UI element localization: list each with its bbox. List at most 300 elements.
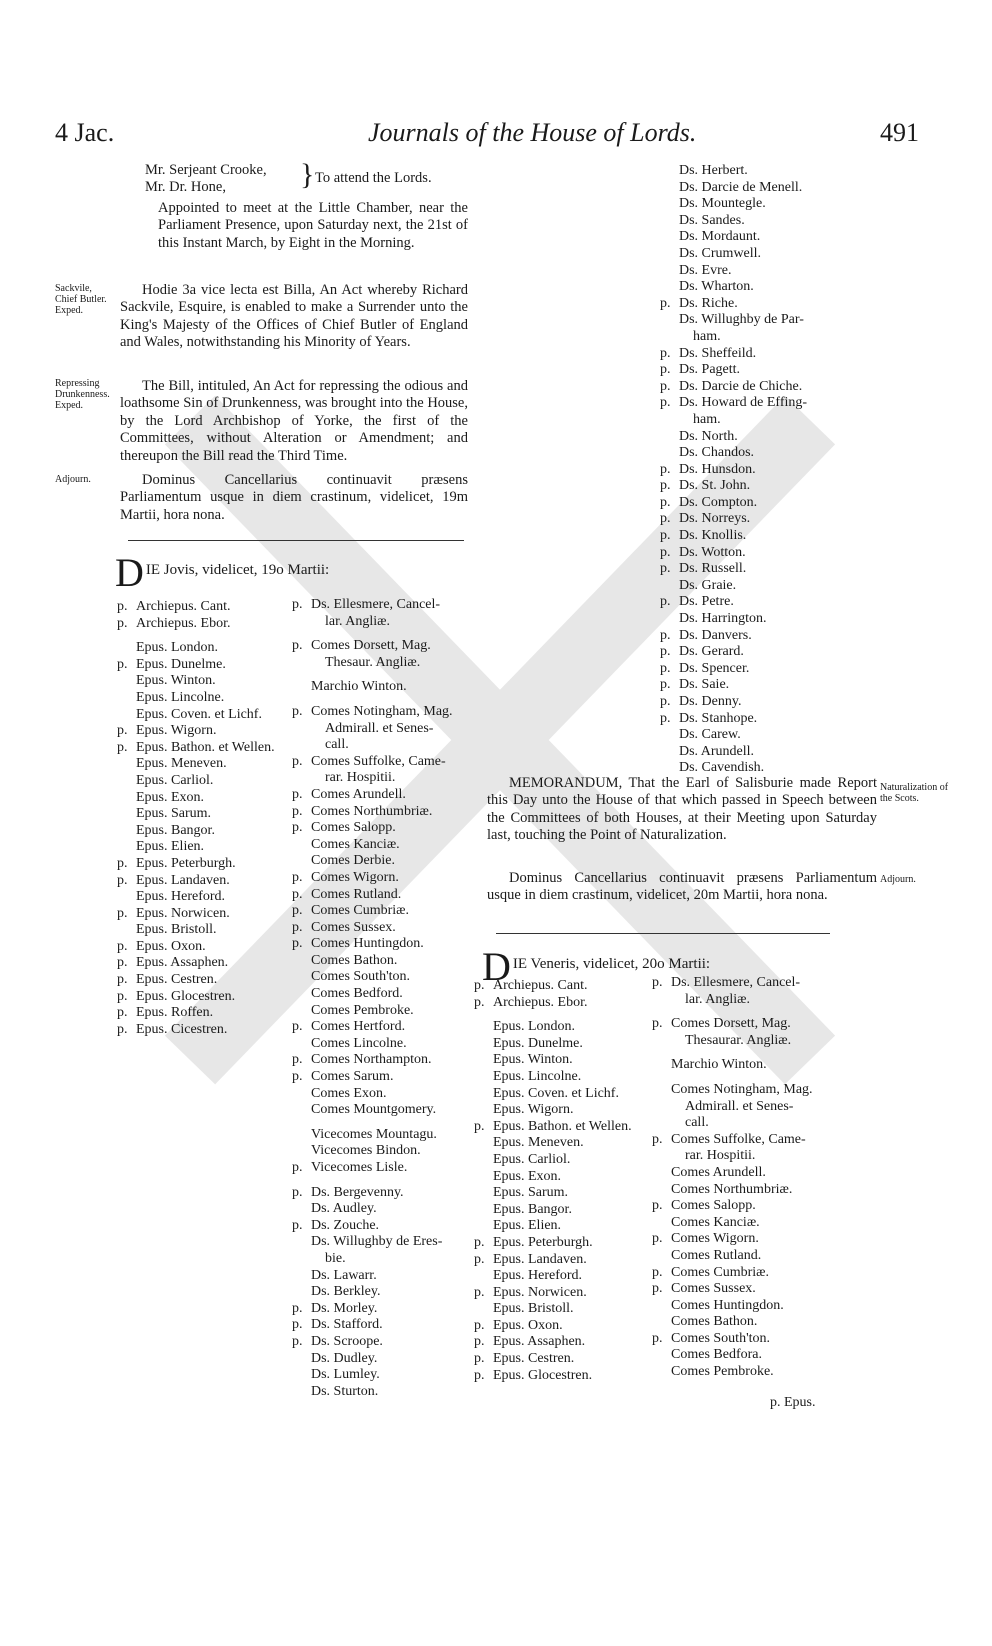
peer-name: Comes Pembroke. — [311, 1002, 414, 1018]
peer-name: Epus. Winton. — [493, 1052, 573, 1068]
peer-name: Comes Rutland. — [311, 886, 402, 902]
peer-name: Comes Wigorn. — [311, 869, 399, 885]
attendance-entry — [117, 906, 275, 923]
attendance-entry — [292, 1069, 453, 1086]
attendance-entry — [652, 1231, 813, 1248]
peer-name: Epus. Carliol. — [493, 1151, 571, 1167]
peer-name: Ds. Willughby de Eres- — [311, 1234, 443, 1250]
peer-name: Ds. Stafford. — [311, 1317, 383, 1333]
peer-name: Vicecomes Mountagu. — [311, 1126, 437, 1142]
peer-name: Comes Suffolke, Came- — [671, 1131, 806, 1147]
peer-name: Epus. Landaven. — [493, 1251, 587, 1267]
attendance-entry — [292, 1036, 453, 1053]
peer-name: Vicecomes Lisle. — [311, 1160, 408, 1175]
section-rule-1 — [128, 540, 464, 541]
attendance-entry — [660, 263, 807, 280]
attendance-entry — [660, 711, 807, 728]
peer-name: Epus. Lincolne. — [136, 689, 225, 705]
attendance-entry — [660, 412, 807, 429]
peer-name: Epus. Bristoll. — [493, 1301, 574, 1317]
peer-name: Epus. Cestren. — [136, 972, 218, 988]
attendance-entry — [660, 744, 807, 761]
presence-mark: p. — [292, 1300, 303, 1316]
attendance-entry — [474, 1135, 632, 1152]
attendance-entry — [652, 1331, 813, 1348]
attendance-entry — [660, 495, 807, 512]
attendance-entry — [292, 671, 453, 679]
attendance-entry — [474, 1052, 632, 1069]
peer-name: Comes Arundell. — [671, 1164, 766, 1180]
peer-name: Epus. London. — [136, 640, 219, 656]
margin-adjourn-1: Adjourn. — [55, 474, 91, 485]
attendance-entry — [474, 1252, 632, 1269]
attendance-entry — [292, 1234, 453, 1251]
attendance-entry — [292, 953, 453, 970]
attendance-entry — [660, 694, 807, 711]
peer-name: Comes Mountgomery. — [311, 1102, 437, 1118]
peer-name: Marchio Winton. — [311, 679, 407, 695]
attendance-entry — [652, 1115, 813, 1132]
attendance-entry — [292, 1351, 453, 1368]
attendance-entry — [660, 395, 807, 412]
attendance-entry — [117, 839, 275, 856]
attendance-entry — [292, 638, 453, 655]
attendance-entry — [474, 1351, 632, 1368]
attendance-entry — [292, 853, 453, 870]
attendance-entry — [292, 804, 453, 821]
peer-name: Epus. Bangor. — [136, 822, 215, 838]
attendance-entry — [117, 723, 275, 740]
drop-cap-1: D — [115, 550, 144, 595]
attendance-entry — [474, 1069, 632, 1086]
margin-naturalization: Naturalization of the Scots. — [880, 782, 949, 804]
presence-mark: p. — [660, 694, 671, 709]
peer-name: Comes Salopp. — [671, 1198, 756, 1214]
presence-mark: p. — [292, 886, 303, 902]
attendance-entry — [292, 1143, 453, 1160]
peer-name: Comes Northumbriæ. — [671, 1181, 793, 1197]
peer-name: Epus. Cicestren. — [136, 1021, 228, 1037]
peer-name: Epus. Wigorn. — [493, 1102, 574, 1118]
attendance-entry — [660, 180, 807, 197]
attendance-entry — [292, 787, 453, 804]
peer-name: Epus. Glocestren. — [136, 988, 236, 1004]
peer-name: Ds. Gerard. — [679, 644, 744, 660]
attendance-entry — [660, 727, 807, 744]
peer-name: Ds. Sturton. — [311, 1383, 379, 1399]
peer-name: Epus. Cestren. — [493, 1351, 575, 1367]
attendance-entry — [652, 975, 813, 992]
attendance-entry — [652, 1033, 813, 1050]
attendance-entry — [117, 640, 275, 657]
peer-name: Epus. Assaphen. — [136, 955, 229, 971]
presence-mark: p. — [292, 753, 303, 769]
attendance-entry — [474, 1185, 632, 1202]
attendance-entry — [652, 1364, 813, 1381]
attendance-entry — [474, 1011, 632, 1019]
peer-name: Ds. Crumwell. — [679, 245, 762, 261]
attendance-entry — [660, 528, 807, 545]
attendance-entry — [652, 1314, 813, 1331]
peer-name: Ds. Petre. — [679, 594, 734, 610]
peer-name: bie. — [311, 1250, 346, 1266]
attendance-entry — [292, 1367, 453, 1384]
presence-mark: p. — [117, 656, 128, 672]
attendance-entry — [660, 511, 807, 528]
presence-mark: p. — [474, 1251, 485, 1267]
presence-mark: p. — [117, 599, 128, 614]
attendance-entry — [474, 1235, 632, 1252]
peer-name: Comes Kanciæ. — [311, 836, 400, 852]
peer-name: Epus. Meneven. — [493, 1135, 584, 1151]
peer-name: Ds. Dudley. — [311, 1350, 378, 1366]
attend-block — [145, 162, 267, 196]
attendance-entry — [660, 462, 807, 479]
attend-note: To attend the Lords. — [315, 170, 432, 186]
section-rule-2 — [496, 933, 830, 934]
attendance-entry — [660, 196, 807, 213]
attendance-entry — [292, 1185, 453, 1202]
presence-mark: p. — [660, 594, 671, 610]
peer-name: Ds. Graie. — [679, 577, 737, 593]
peer-name: Ds. Norreys. — [679, 511, 751, 527]
attendance-entry — [292, 1052, 453, 1069]
peer-name: Epus. Bathon. et Wellen. — [136, 739, 275, 755]
peer-name: Ds. Mordaunt. — [679, 229, 761, 245]
peer-name: Ds. Cavendish. — [679, 760, 765, 776]
peer-name: Epus. Hereford. — [493, 1268, 583, 1284]
attendance-entry — [474, 978, 632, 995]
peer-name: Epus. Assaphen. — [493, 1334, 586, 1350]
peer-name: Ds. Chandos. — [679, 445, 755, 461]
peer-name: Comes Huntingdon. — [311, 936, 424, 952]
die-heading-2-text: IE Veneris, videlicet, 20o Martii: — [512, 956, 711, 972]
attendance-entry — [292, 1127, 453, 1144]
peer-name: Comes Northampton. — [311, 1052, 432, 1068]
peer-name: Comes Dorsett, Mag. — [671, 1016, 791, 1032]
attendance-entry — [474, 1169, 632, 1186]
attendance-entry — [117, 873, 275, 890]
peer-name: Comes Cumbriæ. — [311, 903, 410, 919]
presence-mark: p. — [660, 295, 671, 311]
peer-name: Epus. Norwicen. — [493, 1284, 587, 1300]
peer-name: Comes South'ton. — [311, 969, 410, 985]
attendance-entry — [652, 992, 813, 1009]
attendance-entry — [474, 995, 632, 1012]
peer-name: Ds. St. John. — [679, 478, 751, 494]
attendance-entry — [652, 1008, 813, 1016]
presence-mark: p. — [660, 461, 671, 477]
presence-mark: p. — [660, 528, 671, 544]
presence-mark: p. — [474, 994, 485, 1010]
presence-mark: p. — [652, 1231, 663, 1247]
page-title: Journals of the House of Lords. — [368, 118, 697, 147]
attendance-entry — [660, 578, 807, 595]
attendance-entry — [117, 773, 275, 790]
peer-name: Comes Sussex. — [671, 1281, 756, 1297]
presence-mark: p. — [117, 938, 128, 954]
attendance-entry — [474, 1268, 632, 1285]
peer-name: Epus. Oxon. — [493, 1317, 563, 1333]
presence-mark: p. — [474, 1284, 485, 1300]
attendance-entry — [660, 644, 807, 661]
attendance-entry — [117, 939, 275, 956]
attendance-entry — [292, 1251, 453, 1268]
attendance-entry — [117, 972, 275, 989]
peer-name: Admirall. et Senes- — [311, 720, 434, 736]
peer-name: Ds. Wharton. — [679, 279, 754, 295]
attendance-entry — [292, 721, 453, 738]
attendance-entry — [652, 1281, 813, 1298]
attendance-entry — [474, 1152, 632, 1169]
peer-name: Comes Northumbriæ. — [311, 803, 433, 819]
attendance-entry — [117, 756, 275, 773]
presence-mark: p. — [117, 872, 128, 888]
attendance-entry — [117, 632, 275, 640]
presence-mark: p. — [660, 478, 671, 494]
page-number: 491 — [880, 118, 919, 147]
peer-name: Vicecomes Bindon. — [311, 1143, 421, 1159]
attendance-list-1c — [660, 163, 807, 777]
presence-mark: p. — [117, 1005, 128, 1021]
peer-name: Ds. Evre. — [679, 262, 732, 278]
peer-name: Epus. Wigorn. — [136, 723, 217, 739]
presence-mark: p. — [292, 936, 303, 952]
adjourn-paragraph-2: Dominus Cancellarius continuavit præsens Parliamentum usque in diem crastinum, videlicet, 20m Martii, hora nona. — [487, 870, 877, 904]
presence-mark: p. — [292, 638, 303, 654]
attendance-entry — [117, 1022, 275, 1039]
attendance-entry — [292, 986, 453, 1003]
presence-mark: p. — [652, 1330, 663, 1346]
peer-name: Epus. Peterburgh. — [493, 1234, 593, 1250]
attendance-entry — [660, 246, 807, 263]
attendance-entry — [474, 1218, 632, 1235]
peer-name: Comes Cumbriæ. — [671, 1264, 770, 1280]
presence-mark: p. — [474, 1334, 485, 1350]
peer-name: Ds. Audley. — [311, 1201, 377, 1217]
attendance-entry — [660, 478, 807, 495]
attendance-entry — [292, 630, 453, 638]
peer-name: Epus. Norwicen. — [136, 905, 230, 921]
peer-name: Archiepus. Cant. — [493, 978, 588, 993]
attendance-entry — [292, 696, 453, 704]
peer-name: Ds. Spencer. — [679, 660, 750, 676]
presence-mark: p. — [660, 544, 671, 560]
peer-name: Comes Suffolke, Came- — [311, 753, 446, 769]
attendance-entry — [117, 856, 275, 873]
attendance-entry — [292, 1003, 453, 1020]
attendance-entry — [292, 1086, 453, 1103]
presence-mark: p. — [292, 869, 303, 885]
attendance-list-2b — [652, 975, 813, 1381]
peer-name: Epus. Coven. et Lichf. — [493, 1085, 619, 1101]
presence-mark: p. — [292, 1333, 303, 1349]
peer-name: Comes Notingham, Mag. — [311, 703, 453, 719]
attendance-entry — [474, 1086, 632, 1103]
attendance-entry — [292, 1268, 453, 1285]
peer-name: Ds. Herbert. — [679, 163, 748, 178]
drunkenness-paragraph: The Bill, intituled, An Act for repressing the odious and loathsome Sin of Drunkenness, was brought into the House, by the Lord Archbishop of Yorke, the first of the Committees, without Alteration or Amendment; and thereupon the Bill read the Third Time. — [120, 378, 468, 464]
peer-name: Comes Arundell. — [311, 786, 406, 802]
peer-name: Ds. Berkley. — [311, 1284, 381, 1300]
peer-name: Comes Pembroke. — [671, 1364, 774, 1380]
attendance-entry — [292, 655, 453, 672]
attendance-entry — [652, 1298, 813, 1315]
peer-name: Epus. Sarum. — [493, 1185, 569, 1201]
attendance-list-1a — [117, 599, 275, 1038]
attendance-entry — [117, 989, 275, 1006]
peer-name: Epus. Hereford. — [136, 889, 226, 905]
attendance-entry — [117, 922, 275, 939]
presence-mark: p. — [660, 677, 671, 693]
attendance-entry — [652, 1132, 813, 1149]
presence-mark: p. — [117, 955, 128, 971]
drop-cap-2: D — [482, 944, 511, 989]
peer-name: Comes Sussex. — [311, 919, 396, 935]
attendance-entry — [474, 1202, 632, 1219]
peer-name: Ds. Riche. — [679, 295, 738, 311]
presence-mark: p. — [474, 978, 485, 993]
presence-mark: p. — [117, 1021, 128, 1037]
running-head-left: 4 Jac. — [55, 118, 115, 147]
presence-mark: p. — [660, 710, 671, 726]
attendance-entry — [652, 1265, 813, 1282]
attendance-entry — [292, 737, 453, 754]
memorandum-paragraph: MEMORANDUM, That the Earl of Salisburie made Report this Day unto the House of that which passed in Speech between the Committees of both Houses, at their Meeting upon Saturday last, touching the Point of Naturalization. — [487, 775, 877, 844]
attendance-entry — [474, 1036, 632, 1053]
peer-name: Epus. Lincolne. — [493, 1068, 582, 1084]
peer-name: Thesaurar. Angliæ. — [671, 1032, 792, 1048]
peer-name: Epus. London. — [493, 1019, 576, 1035]
peer-name: Ds. Pagett. — [679, 362, 741, 378]
attendance-entry — [660, 163, 807, 180]
margin-drunkenness: Repressing Drunkenness. Exped. — [55, 378, 110, 411]
presence-mark: p. — [292, 903, 303, 919]
peer-name: Archiepus. Cant. — [136, 599, 231, 614]
attendance-entry — [117, 740, 275, 757]
peer-name: Comes Bathon. — [671, 1314, 758, 1330]
peer-name: rar. Hospitii. — [311, 770, 396, 786]
presence-mark: p. — [652, 975, 663, 990]
presence-mark: p. — [292, 1184, 303, 1200]
attendance-entry — [660, 329, 807, 346]
peer-name: Epus. Glocestren. — [493, 1367, 593, 1383]
attendance-entry — [292, 1119, 453, 1127]
peer-name: Epus. Sarum. — [136, 806, 212, 822]
peer-name: Ds. Ellesmere, Cancel- — [311, 597, 441, 612]
peer-name: Ds. Darcie de Chiche. — [679, 378, 803, 394]
attendance-entry — [292, 887, 453, 904]
presence-mark: p. — [660, 627, 671, 643]
peer-name: Comes Bedford. — [311, 986, 403, 1002]
attendance-entry — [292, 820, 453, 837]
attendance-entry — [292, 969, 453, 986]
attendance-entry — [474, 1119, 632, 1136]
presence-mark: p. — [292, 1052, 303, 1068]
peer-name: Epus. Bangor. — [493, 1201, 572, 1217]
adjourn-paragraph-1: Dominus Cancellarius continuavit præsens Parliamentum usque in diem crastinum, videlicet, 19m Martii, hora nona. — [120, 472, 468, 523]
catchword: p. Epus. — [770, 1395, 816, 1410]
peer-name: Ds. Bergevenny. — [311, 1184, 404, 1200]
peer-name: Ds. Knollis. — [679, 528, 747, 544]
peer-name: Ds. Carew. — [679, 727, 741, 743]
attendance-entry — [660, 312, 807, 329]
attendance-entry — [660, 445, 807, 462]
attendance-entry — [652, 1165, 813, 1182]
presence-mark: p. — [117, 723, 128, 739]
peer-name: Ds. Sandes. — [679, 212, 745, 228]
peer-name: call. — [671, 1115, 709, 1131]
attendance-entry — [292, 679, 453, 696]
peer-name: Comes Lincolne. — [311, 1035, 407, 1051]
attendance-entry — [660, 677, 807, 694]
die-heading-1-text: IE Jovis, videlicet, 19o Martii: — [145, 562, 330, 578]
attendance-entry — [652, 1198, 813, 1215]
presence-mark: p. — [292, 1217, 303, 1233]
attendance-entry — [117, 889, 275, 906]
presence-mark: p. — [474, 1118, 485, 1134]
peer-name: Ds. Compton. — [679, 494, 758, 510]
peer-name: Admirall. et Senes- — [671, 1098, 794, 1114]
peer-name: Comes Rutland. — [671, 1247, 762, 1263]
attendance-entry — [292, 754, 453, 771]
peer-name: Ds. Ellesmere, Cancel- — [671, 975, 801, 990]
attendance-entry — [652, 1049, 813, 1057]
attendance-entry — [660, 661, 807, 678]
presence-mark: p. — [660, 561, 671, 577]
presence-mark: p. — [292, 803, 303, 819]
attendance-entry — [660, 628, 807, 645]
attendance-entry — [292, 1218, 453, 1235]
attendance-entry — [117, 790, 275, 807]
peer-name: Ds. Morley. — [311, 1300, 378, 1316]
presence-mark: p. — [652, 1264, 663, 1280]
peer-name: rar. Hospitii. — [671, 1148, 756, 1164]
attendance-entry — [474, 1318, 632, 1335]
peer-name: Epus. Peterburgh. — [136, 855, 236, 871]
peer-name: Epus. Landaven. — [136, 872, 230, 888]
peer-name: ham. — [679, 411, 721, 427]
attendance-entry — [292, 903, 453, 920]
attendance-entry — [660, 346, 807, 363]
attendance-entry — [474, 1301, 632, 1318]
attendance-entry — [660, 362, 807, 379]
peer-name: Comes Hertford. — [311, 1019, 406, 1035]
presence-mark: p. — [117, 615, 128, 631]
peer-name: Comes Wigorn. — [671, 1231, 759, 1247]
attendance-list-2a — [474, 978, 632, 1384]
attend-line-2: Mr. Dr. Hone, — [145, 179, 226, 195]
margin-sackvile: Sackvile, Chief Butler. Exped. — [55, 283, 107, 316]
presence-mark: p. — [660, 644, 671, 660]
attendance-entry — [474, 1334, 632, 1351]
attendance-entry — [660, 296, 807, 313]
attendance-entry — [292, 1384, 453, 1401]
presence-mark: p. — [292, 1160, 303, 1175]
presence-mark: p. — [292, 786, 303, 802]
peer-name: Epus. Exon. — [136, 789, 205, 805]
presence-mark: p. — [652, 1281, 663, 1297]
attendance-entry — [474, 1019, 632, 1036]
peer-name: Thesaur. Angliæ. — [311, 654, 421, 670]
attendance-list-1b — [292, 597, 453, 1400]
peer-name: Ds. Mountegle. — [679, 196, 766, 212]
peer-name: Ds. Howard de Effing- — [679, 395, 808, 411]
peer-name: Ds. Scroope. — [311, 1333, 383, 1349]
attendance-entry — [652, 1074, 813, 1082]
attendance-entry — [474, 1368, 632, 1385]
presence-mark: p. — [292, 597, 303, 612]
